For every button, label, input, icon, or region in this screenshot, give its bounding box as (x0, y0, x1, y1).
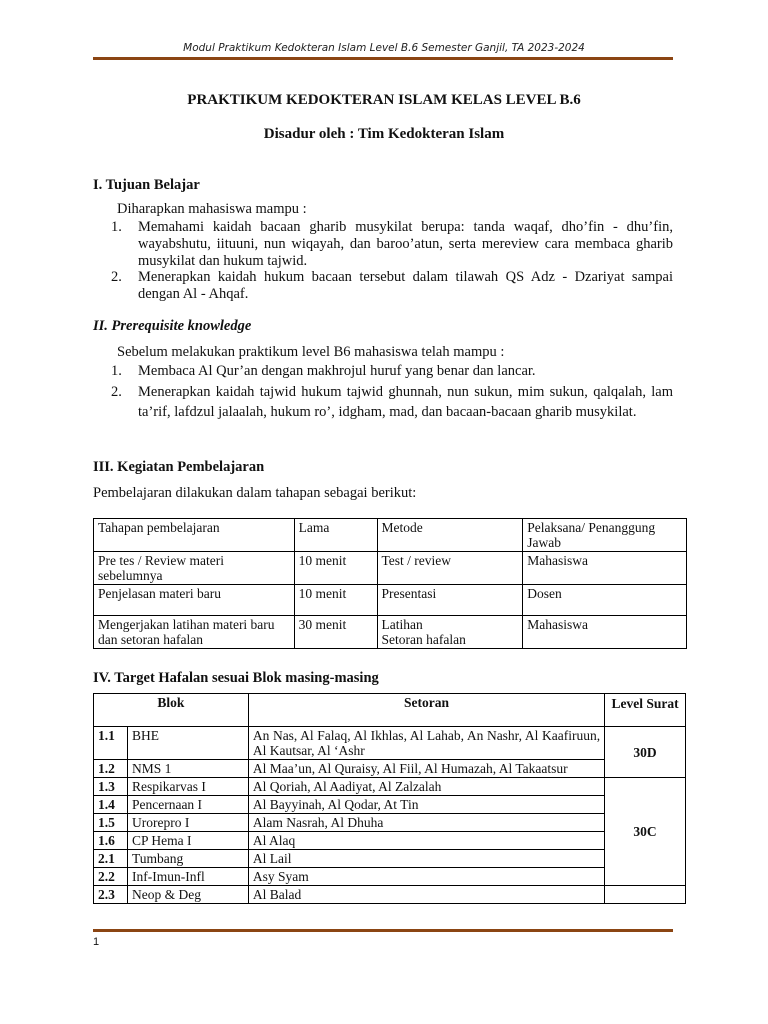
learning-stages-table (93, 518, 687, 649)
row-number: 1.6 (94, 832, 128, 850)
item-number: 1. (111, 363, 122, 379)
section-1-heading: I. Tujuan Belajar (93, 177, 200, 193)
table-cell: Mahasiswa (523, 616, 687, 649)
row-setoran: An Nas, Al Falaq, Al Ikhlas, Al Lahab, An Nashr, Al Kaafiruun, Al Kautsar, Al ‘Ashr (248, 727, 604, 760)
section-1-item (111, 269, 673, 303)
row-blok: Tumbang (127, 850, 248, 868)
row-number: 1.1 (94, 727, 128, 760)
table-cell: 10 menit (294, 585, 377, 616)
row-setoran: Al Alaq (248, 832, 604, 850)
item-text: Menerapkan kaidah hukum bacaan tersebut dalam tilawah QS Adz - Dzariyat sampai dengan Al - Ahqaf. (138, 269, 673, 302)
row-number: 1.4 (94, 796, 128, 814)
row-number: 2.2 (94, 868, 128, 886)
table-cell: 30 menit (294, 616, 377, 649)
table-cell: Mengerjakan latihan materi baru dan setoran hafalan (94, 616, 295, 649)
table-row (94, 832, 686, 850)
section-1-intro: Diharapkan mahasiswa mampu : (117, 201, 307, 217)
row-setoran: Al Qoriah, Al Aadiyat, Al Zalzalah (248, 778, 604, 796)
row-setoran: Al Balad (248, 886, 604, 904)
item-text: Menerapkan kaidah tajwid hukum tajwid ghunnah, nun sukun, mim sukun, qalqalah, lam ta’rif, lafdzul jalaalah, hukum ro’, idgham, mad, dan bacaan-bacaan gharib musykilat. (138, 384, 673, 420)
section-1-item (111, 219, 673, 270)
section-2-item (111, 382, 673, 422)
table-row (94, 585, 687, 616)
row-setoran: Al Maa’un, Al Quraisy, Al Fiil, Al Humazah, Al Takaatsur (248, 760, 604, 778)
row-setoran: Asy Syam (248, 868, 604, 886)
table-header-blok: Blok (94, 694, 249, 727)
table-cell: Presentasi (377, 585, 523, 616)
table-header-row (94, 519, 687, 552)
table-header-cell: Lama (294, 519, 377, 552)
table-row (94, 868, 686, 886)
row-setoran: Al Lail (248, 850, 604, 868)
table-header-setoran: Setoran (248, 694, 604, 727)
section-2-intro: Sebelum melakukan praktikum level B6 mahasiswa telah mampu : (117, 344, 505, 360)
running-header: Modul Praktikum Kedokteran Islam Level B.6 Semester Ganjil, TA 2023-2024 (183, 42, 585, 54)
table-row (94, 796, 686, 814)
section-2-item (111, 362, 673, 381)
row-blok: Inf-Imun-Infl (127, 868, 248, 886)
table-cell: 10 menit (294, 552, 377, 585)
item-number: 1. (111, 219, 122, 235)
section-3-intro: Pembelajaran dilakukan dalam tahapan sebagai berikut: (93, 485, 417, 501)
table-cell: Latihan Setoran hafalan (377, 616, 523, 649)
row-setoran: Alam Nasrah, Al Dhuha (248, 814, 604, 832)
section-2-heading: II. Prerequisite knowledge (93, 318, 252, 334)
item-number: 2. (111, 269, 122, 285)
document-title: PRAKTIKUM KEDOKTERAN ISLAM KELAS LEVEL B.6 (187, 92, 581, 108)
table-header-cell: Metode (377, 519, 523, 552)
level-cell: 30C (605, 778, 686, 886)
item-text: Membaca Al Qur’an dengan makhrojul huruf yang benar dan lancar. (138, 363, 536, 379)
table-header-cell: Pelaksana/ Penanggung Jawab (523, 519, 687, 552)
row-blok: Pencernaan I (127, 796, 248, 814)
table-header-level: Level Surat (605, 694, 686, 727)
table-row (94, 616, 687, 649)
row-blok: NMS 1 (127, 760, 248, 778)
table-row (94, 552, 687, 585)
row-number: 1.2 (94, 760, 128, 778)
table-row (94, 778, 686, 796)
table-row (94, 727, 686, 760)
row-blok: Respikarvas I (127, 778, 248, 796)
row-blok: Neop & Deg (127, 886, 248, 904)
document-subtitle: Disadur oleh : Tim Kedokteran Islam (263, 126, 505, 142)
section-4-heading: IV. Target Hafalan sesuai Blok masing-masing (93, 670, 379, 686)
table-row (94, 814, 686, 832)
table-cell: Mahasiswa (523, 552, 687, 585)
item-number: 2. (111, 384, 122, 400)
memorization-target-table (93, 693, 686, 904)
table-header-row (94, 694, 686, 727)
row-number: 1.3 (94, 778, 128, 796)
page-number: 1 (93, 936, 100, 948)
row-number: 1.5 (94, 814, 128, 832)
row-blok: CP Hema I (127, 832, 248, 850)
row-blok: Urorepro I (127, 814, 248, 832)
table-cell: Penjelasan materi baru (94, 585, 295, 616)
row-blok: BHE (127, 727, 248, 760)
table-cell: Test / review (377, 552, 523, 585)
table-header-cell: Tahapan pembelajaran (94, 519, 295, 552)
footer-rule (93, 929, 673, 932)
section-3-heading: III. Kegiatan Pembelajaran (93, 459, 265, 475)
table-row (94, 886, 686, 904)
header-rule (93, 57, 673, 60)
row-number: 2.1 (94, 850, 128, 868)
table-row (94, 850, 686, 868)
table-cell: Pre tes / Review materi sebelumnya (94, 552, 295, 585)
item-text: Memahami kaidah bacaan gharib musykilat berupa: tanda waqaf, dho’fin - dhu’fin, wayabshutu, iituuni, nun wiqayah, dan baroo’atun, serta mereview cara membaca gharib musykilat dan hukum tajwid. (138, 219, 673, 269)
table-cell: Dosen (523, 585, 687, 616)
level-cell-empty (605, 886, 686, 904)
row-setoran: Al Bayyinah, Al Qodar, At Tin (248, 796, 604, 814)
level-cell: 30D (605, 727, 686, 778)
row-number: 2.3 (94, 886, 128, 904)
table-row (94, 760, 686, 778)
